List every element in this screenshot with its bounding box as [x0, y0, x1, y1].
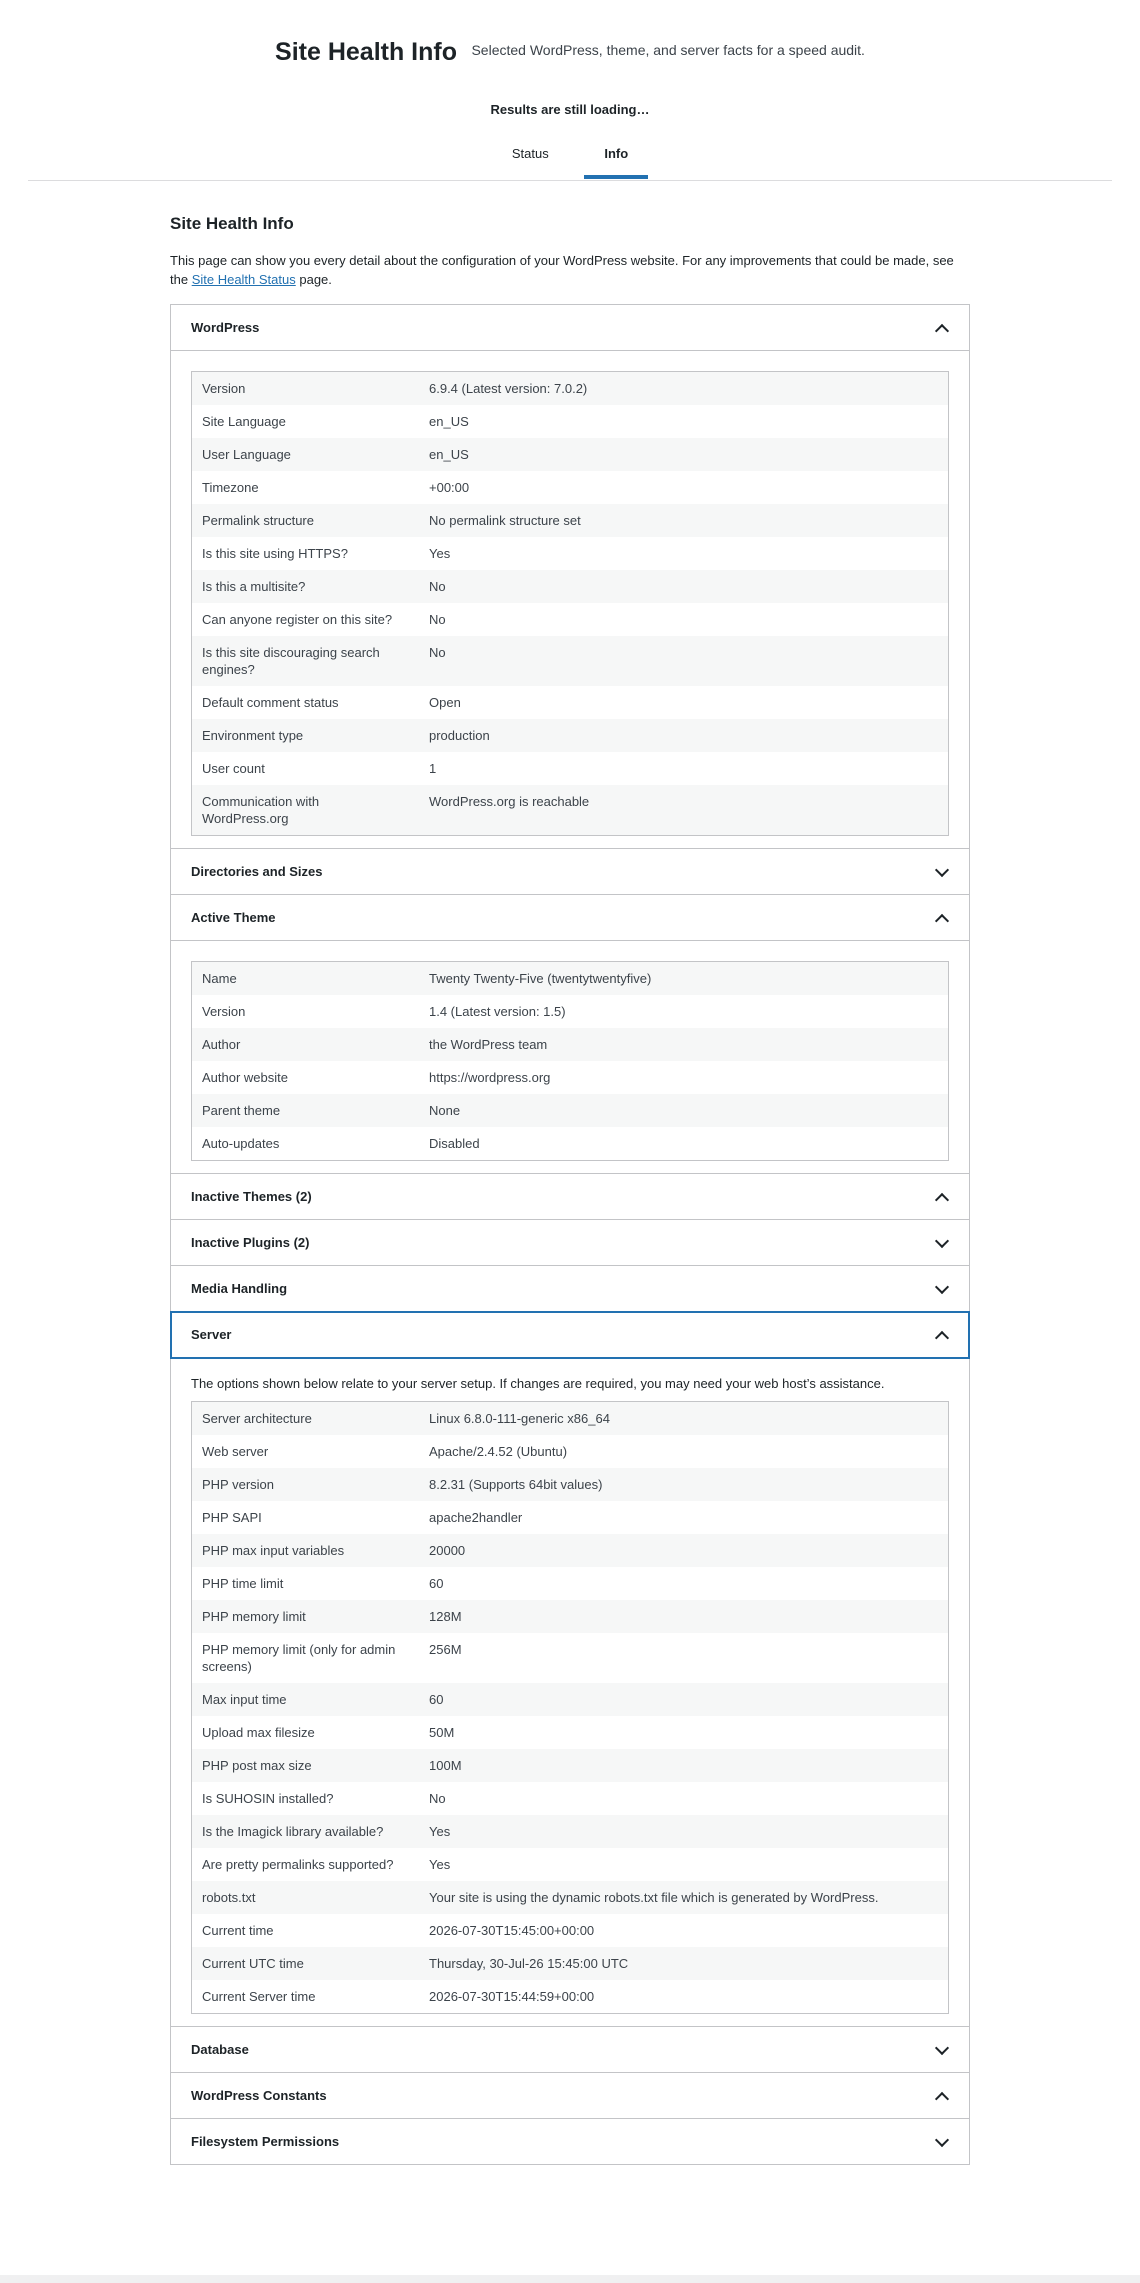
server-description: The options shown below relate to your server setup. If changes are required, you may need your web host’s assistance.	[191, 1376, 885, 1391]
accordion-title: WordPress	[191, 320, 260, 335]
row-label: Permalink structure	[202, 513, 314, 528]
row-label: Is this site discouraging search engines?	[202, 645, 380, 677]
table-row	[192, 995, 949, 1028]
table-row	[192, 1914, 949, 1947]
row-value: Your site is using the dynamic robots.txt file which is generated by WordPress.	[429, 1890, 879, 1905]
page-subtitle: Selected WordPress, theme, and server facts for a speed audit.	[471, 41, 865, 58]
health-accordion	[170, 304, 970, 2165]
table-row	[192, 1501, 949, 1534]
row-label: Parent theme	[202, 1103, 281, 1118]
row-value: +00:00	[429, 480, 470, 495]
accordion-directories[interactable]	[171, 849, 969, 895]
table-row	[192, 1947, 949, 1980]
accordion-title: Server	[191, 1327, 232, 1342]
row-value: 50M	[429, 1725, 455, 1740]
accordion-inactive-themes[interactable]	[171, 1174, 969, 1220]
row-label: PHP max input variables	[202, 1543, 345, 1558]
row-value: Open	[429, 695, 461, 710]
table-row	[192, 686, 949, 719]
accordion-title: Active Theme	[191, 910, 276, 925]
row-value: 1.4 (Latest version: 1.5)	[429, 1004, 566, 1019]
row-value: No	[429, 645, 446, 660]
row-label: Upload max filesize	[202, 1725, 315, 1740]
row-label: Timezone	[202, 480, 259, 495]
chevron-down-icon	[935, 2043, 949, 2057]
row-label: Is this a multisite?	[202, 579, 306, 594]
row-value: the WordPress team	[429, 1037, 548, 1052]
wordpress-table	[191, 371, 949, 836]
row-value: 6.9.4 (Latest version: 7.0.2)	[429, 381, 588, 396]
table-row	[192, 1567, 949, 1600]
accordion-server[interactable]	[171, 1312, 969, 1358]
row-value: WordPress.org is reachable	[429, 794, 590, 809]
row-label: Default comment status	[202, 695, 339, 710]
panel-server	[171, 1358, 969, 2027]
accordion-filesystem-permissions[interactable]	[171, 2119, 969, 2165]
intro-text	[170, 251, 970, 289]
table-row	[192, 636, 949, 686]
row-value: No	[429, 1791, 446, 1806]
row-value: 100M	[429, 1758, 462, 1773]
table-row	[192, 719, 949, 752]
row-label: Is this site using HTTPS?	[202, 546, 348, 561]
tab-nav	[28, 138, 1112, 179]
panel-active-theme	[171, 941, 969, 1174]
row-label: PHP memory limit (only for admin screens)	[202, 1642, 396, 1674]
row-label: PHP version	[202, 1477, 275, 1492]
tab-info[interactable]: Info	[584, 138, 648, 179]
table-row	[192, 1061, 949, 1094]
chevron-up-icon	[935, 911, 949, 925]
row-label: User Language	[202, 447, 291, 462]
table-row	[192, 1848, 949, 1881]
table-row	[192, 1127, 949, 1161]
table-row	[192, 1782, 949, 1815]
row-label: PHP post max size	[202, 1758, 312, 1773]
row-label: Author	[202, 1037, 241, 1052]
footer-strip	[0, 2275, 1140, 2283]
chevron-down-icon	[935, 2135, 949, 2149]
accordion-database[interactable]	[171, 2027, 969, 2073]
row-value: apache2handler	[429, 1510, 523, 1525]
section-heading: Site Health Info	[170, 214, 294, 233]
table-row	[192, 570, 949, 603]
table-row	[192, 1881, 949, 1914]
table-row	[192, 372, 949, 406]
table-row	[192, 603, 949, 636]
row-value: None	[429, 1103, 461, 1118]
row-value: https://wordpress.org	[429, 1070, 551, 1085]
row-label: Site Language	[202, 414, 286, 429]
intro-text-before: This page can show you every detail about the configuration of your WordPress website. For any improvements that could be made, see the	[170, 253, 954, 287]
row-label: PHP time limit	[202, 1576, 284, 1591]
table-row	[192, 1534, 949, 1567]
row-label: Is the Imagick library available?	[202, 1824, 384, 1839]
table-row	[192, 1094, 949, 1127]
accordion-wordpress[interactable]	[171, 305, 969, 351]
row-label: Current UTC time	[202, 1956, 304, 1971]
row-label: Name	[202, 971, 237, 986]
row-value: Yes	[429, 546, 451, 561]
table-row	[192, 785, 949, 836]
row-value: en_US	[429, 414, 469, 429]
table-row	[192, 1633, 949, 1683]
chevron-up-icon	[935, 321, 949, 335]
loading-status: Results are still loading…	[490, 102, 650, 117]
accordion-title: Media Handling	[191, 1281, 288, 1296]
row-label: robots.txt	[202, 1890, 256, 1905]
row-value: 2026-07-30T15:44:59+00:00	[429, 1989, 595, 2004]
theme-table	[191, 961, 949, 1161]
row-label: Current Server time	[202, 1989, 316, 2004]
site-health-status-link[interactable]: Site Health Status	[191, 272, 296, 287]
table-row	[192, 962, 949, 996]
row-value: 2026-07-30T15:45:00+00:00	[429, 1923, 595, 1938]
page-title: Site Health Info	[275, 38, 457, 66]
chevron-up-icon	[935, 2089, 949, 2103]
table-row	[192, 752, 949, 785]
table-row	[192, 1980, 949, 2014]
row-value: Apache/2.4.52 (Ubuntu)	[429, 1444, 568, 1459]
accordion-title: Inactive Themes (2)	[191, 1189, 312, 1204]
table-row	[192, 1028, 949, 1061]
chevron-down-icon	[935, 1282, 949, 1296]
title-row	[28, 38, 1112, 67]
table-row	[192, 1435, 949, 1468]
accordion-title: Filesystem Permissions	[191, 2134, 340, 2149]
row-label: Version	[202, 1004, 246, 1019]
accordion-wordpress-constants[interactable]	[171, 2073, 969, 2119]
row-value: 20000	[429, 1543, 466, 1558]
panel-wordpress	[171, 351, 969, 849]
table-row	[192, 1683, 949, 1716]
table-row	[192, 1815, 949, 1848]
row-label: Auto-updates	[202, 1136, 280, 1151]
row-label: User count	[202, 761, 265, 776]
row-value: en_US	[429, 447, 469, 462]
table-row	[192, 504, 949, 537]
row-label: Max input time	[202, 1692, 287, 1707]
main-content	[170, 181, 970, 2165]
intro-text-after: page.	[295, 272, 332, 287]
row-label: Web server	[202, 1444, 269, 1459]
row-value: 8.2.31 (Supports 64bit values)	[429, 1477, 603, 1492]
row-value: Thursday, 30-Jul-26 15:45:00 UTC	[429, 1956, 629, 1971]
row-label: PHP SAPI	[202, 1510, 262, 1525]
server-table	[191, 1401, 949, 2014]
table-row	[192, 405, 949, 438]
row-label: Communication with WordPress.org	[202, 794, 320, 826]
table-row	[192, 537, 949, 570]
row-value: Yes	[429, 1824, 451, 1839]
table-row	[192, 1600, 949, 1633]
site-health-header	[28, 0, 1112, 181]
accordion-title: Directories and Sizes	[191, 864, 323, 879]
row-value: No	[429, 612, 446, 627]
row-value: Yes	[429, 1857, 451, 1872]
table-row	[192, 1716, 949, 1749]
table-row	[192, 1402, 949, 1436]
row-label: Version	[202, 381, 246, 396]
row-label: Server architecture	[202, 1411, 312, 1426]
row-label: PHP memory limit	[202, 1609, 306, 1624]
row-label: Are pretty permalinks supported?	[202, 1857, 394, 1872]
row-value: 60	[429, 1576, 444, 1591]
accordion-active-theme[interactable]	[171, 895, 969, 941]
row-value: Twenty Twenty-Five (twentytwentyfive)	[429, 971, 652, 986]
chevron-down-icon	[935, 1236, 949, 1250]
chevron-up-icon	[935, 1328, 949, 1342]
row-label: Environment type	[202, 728, 304, 743]
accordion-title: WordPress Constants	[191, 2088, 327, 2103]
row-value: No	[429, 579, 446, 594]
accordion-title: Inactive Plugins (2)	[191, 1235, 310, 1250]
accordion-inactive-plugins[interactable]	[171, 1220, 969, 1266]
row-label: Can anyone register on this site?	[202, 612, 393, 627]
row-value: 60	[429, 1692, 444, 1707]
row-value: No permalink structure set	[429, 513, 581, 528]
row-value: 128M	[429, 1609, 462, 1624]
chevron-up-icon	[935, 1190, 949, 1204]
row-value: Linux 6.8.0-111-generic x86_64	[429, 1411, 610, 1426]
table-row	[192, 471, 949, 504]
row-label: Is SUHOSIN installed?	[202, 1791, 334, 1806]
row-label: Author website	[202, 1070, 288, 1085]
chevron-down-icon	[935, 865, 949, 879]
table-row	[192, 1468, 949, 1501]
row-value: Disabled	[429, 1136, 480, 1151]
tab-status[interactable]: Status	[511, 146, 549, 161]
row-label: Current time	[202, 1923, 274, 1938]
table-row	[192, 1749, 949, 1782]
accordion-media-handling[interactable]	[171, 1266, 969, 1312]
row-value: 1	[429, 761, 437, 776]
row-value: 256M	[429, 1642, 462, 1657]
table-row	[192, 438, 949, 471]
accordion-title: Database	[191, 2042, 249, 2057]
row-value: production	[429, 728, 490, 743]
